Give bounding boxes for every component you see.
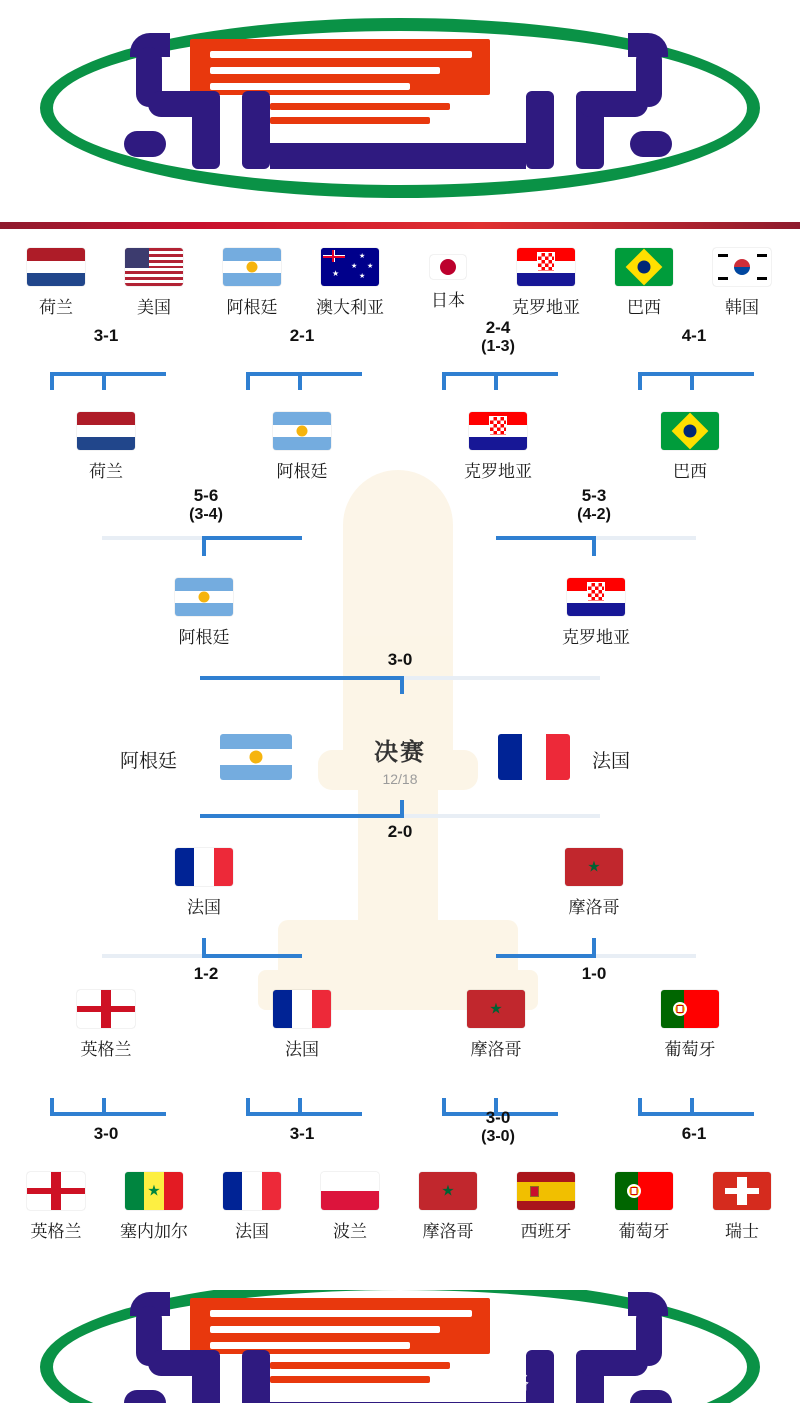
- bracket-r16-bottom-1: [246, 1098, 362, 1116]
- flag-switzerland: [713, 1172, 771, 1210]
- flag-croatia: [517, 248, 575, 286]
- bracket-qf-top-1: [496, 536, 696, 556]
- qf-bottom-team-1[interactable]: [264, 990, 340, 1060]
- flag-argentina-final: [220, 734, 292, 780]
- red-divider: [0, 222, 800, 229]
- team-label: 巴西: [627, 298, 661, 317]
- flag-france: [175, 848, 233, 886]
- team-label: 阿根廷: [178, 628, 230, 647]
- team-label: 法国: [187, 898, 221, 917]
- sf-top-team-1[interactable]: [548, 578, 644, 648]
- flag-australia: ★ ★ ★ ★ ★: [321, 248, 379, 286]
- flag-poland: [321, 1172, 379, 1210]
- team-label: 法国: [235, 1222, 269, 1241]
- team-label: 摩洛哥: [422, 1222, 474, 1241]
- qf-top-team-2[interactable]: [450, 412, 546, 482]
- final-date: 12/18: [382, 771, 418, 787]
- qf-bottom-team-2[interactable]: [458, 990, 534, 1060]
- bracket-sf-bottom: [200, 800, 600, 818]
- r16-top-team-1[interactable]: [116, 248, 192, 318]
- bracket-r16-bottom-0: [50, 1098, 166, 1116]
- r16-bottom-team-4[interactable]: [410, 1172, 486, 1242]
- team-label: 克罗地亚: [464, 462, 532, 481]
- flag-argentina: [273, 412, 331, 450]
- score-r16-bottom-1: 3-1: [289, 1124, 315, 1143]
- team-label: 摩洛哥: [470, 1040, 522, 1059]
- team-label: 葡萄牙: [664, 1040, 716, 1059]
- score-r16-bottom-3: 6-1: [681, 1124, 707, 1143]
- team-label: 克罗地亚: [562, 628, 630, 647]
- score-qf-top-0: 5-6 (3-4): [189, 486, 223, 523]
- score-r16-bottom-0: 3-0: [93, 1124, 119, 1143]
- team-label: 克罗地亚: [512, 298, 580, 317]
- score-qf-bottom-1: 1-0: [581, 964, 607, 983]
- bracket-r16-top-1: [246, 372, 362, 390]
- bracket-r16-bottom-3: [638, 1098, 754, 1116]
- r16-top-team-2[interactable]: [214, 248, 290, 318]
- flag-netherlands: [27, 248, 85, 286]
- team-label: 日本: [431, 291, 465, 310]
- r16-bottom-team-1[interactable]: [106, 1172, 202, 1242]
- team-label: 荷兰: [39, 298, 73, 317]
- bracket-qf-bottom-0: [102, 938, 302, 958]
- flag-france: [223, 1172, 281, 1210]
- flag-england: [77, 990, 135, 1028]
- qf-top-team-0[interactable]: [68, 412, 144, 482]
- team-label: 韩国: [725, 298, 759, 317]
- flag-argentina: [175, 578, 233, 616]
- final-left-team-label: 阿根廷: [120, 751, 178, 772]
- sf-bottom-team-1[interactable]: [556, 848, 632, 918]
- score-sf-bottom-0: 2-0: [387, 822, 413, 841]
- score-r16-top-2: 2-4 (1-3): [481, 318, 515, 355]
- flag-croatia: [469, 412, 527, 450]
- flag-south-korea: [713, 248, 771, 286]
- bracket-r16-top-0: [50, 372, 166, 390]
- flag-morocco: ★: [467, 990, 525, 1028]
- flag-netherlands: [77, 412, 135, 450]
- team-label: 澳大利亚: [316, 298, 384, 317]
- flag-brazil: [661, 412, 719, 450]
- bracket-r16-top-2: [442, 372, 558, 390]
- team-label: 英格兰: [80, 1040, 132, 1059]
- score-qf-top-1: 5-3 (4-2): [577, 486, 611, 523]
- r16-bottom-team-2[interactable]: [214, 1172, 290, 1242]
- qf-top-team-3[interactable]: [652, 412, 728, 482]
- bracket-sf-top: [200, 676, 600, 694]
- qf-bottom-team-3[interactable]: [652, 990, 728, 1060]
- tournament-logo-bottom: [40, 1290, 760, 1403]
- flag-japan: [430, 255, 466, 279]
- team-label: 巴西: [673, 462, 707, 481]
- logo-inner-graphic: [130, 1292, 670, 1403]
- top-logo-banner: [0, 0, 800, 215]
- r16-bottom-team-7[interactable]: [704, 1172, 780, 1242]
- team-label: 葡萄牙: [618, 1222, 670, 1241]
- r16-bottom-team-5[interactable]: [498, 1172, 594, 1242]
- r16-bottom-team-0[interactable]: [18, 1172, 94, 1242]
- score-r16-top-3: 4-1: [681, 326, 707, 345]
- flag-portugal: [615, 1172, 673, 1210]
- score-r16-top-0: 3-1: [93, 326, 119, 345]
- r16-bottom-team-3[interactable]: [312, 1172, 388, 1242]
- flag-argentina: [223, 248, 281, 286]
- score-r16-bottom-2: 3-0 (3-0): [481, 1108, 515, 1145]
- score-sf-top-0: 3-0: [387, 650, 413, 669]
- watermark-text: @网络: [470, 1373, 531, 1394]
- r16-top-team-0[interactable]: [18, 248, 94, 318]
- team-label: 摩洛哥: [568, 898, 620, 917]
- final-right-team-label: 法国: [592, 751, 631, 772]
- qf-bottom-team-0[interactable]: [68, 990, 144, 1060]
- team-label: 阿根廷: [276, 462, 328, 481]
- r16-bottom-team-6[interactable]: [606, 1172, 682, 1242]
- sf-bottom-team-0[interactable]: [166, 848, 242, 918]
- final-title: 决赛: [374, 739, 426, 766]
- team-label: 西班牙: [520, 1222, 572, 1241]
- score-r16-top-1: 2-1: [289, 326, 315, 345]
- team-label: 瑞士: [725, 1222, 759, 1241]
- r16-top-team-4[interactable]: [410, 248, 486, 311]
- sf-top-team-0[interactable]: [166, 578, 242, 648]
- team-label: 塞内加尔: [120, 1222, 188, 1241]
- flag-usa: [125, 248, 183, 286]
- team-label: 法国: [285, 1040, 319, 1059]
- bottom-logo-banner: [0, 1290, 800, 1403]
- flag-croatia: [567, 578, 625, 616]
- bracket-qf-top-0: [102, 536, 302, 556]
- bracket-r16-top-3: [638, 372, 754, 390]
- flag-morocco: ★: [565, 848, 623, 886]
- team-label: 英格兰: [30, 1222, 82, 1241]
- flag-morocco: ★: [419, 1172, 477, 1210]
- score-qf-bottom-0: 1-2: [193, 964, 219, 983]
- flag-spain: [517, 1172, 575, 1210]
- flag-france: [273, 990, 331, 1028]
- r16-top-team-5[interactable]: [498, 248, 594, 318]
- team-label: 美国: [137, 298, 171, 317]
- team-label: 荷兰: [89, 462, 123, 481]
- r16-top-team-3[interactable]: [302, 248, 398, 318]
- flag-portugal: [661, 990, 719, 1028]
- r16-top-team-7[interactable]: [704, 248, 780, 318]
- team-label: 阿根廷: [226, 298, 278, 317]
- qf-top-team-1[interactable]: [264, 412, 340, 482]
- flag-brazil: [615, 248, 673, 286]
- flag-england: [27, 1172, 85, 1210]
- flag-senegal: ★: [125, 1172, 183, 1210]
- bracket-qf-bottom-1: [496, 938, 696, 958]
- tournament-logo: [40, 18, 760, 198]
- logo-inner-graphic: [130, 33, 670, 183]
- flag-france-final: [498, 734, 570, 780]
- team-label: 波兰: [333, 1222, 367, 1241]
- r16-top-team-6[interactable]: [606, 248, 682, 318]
